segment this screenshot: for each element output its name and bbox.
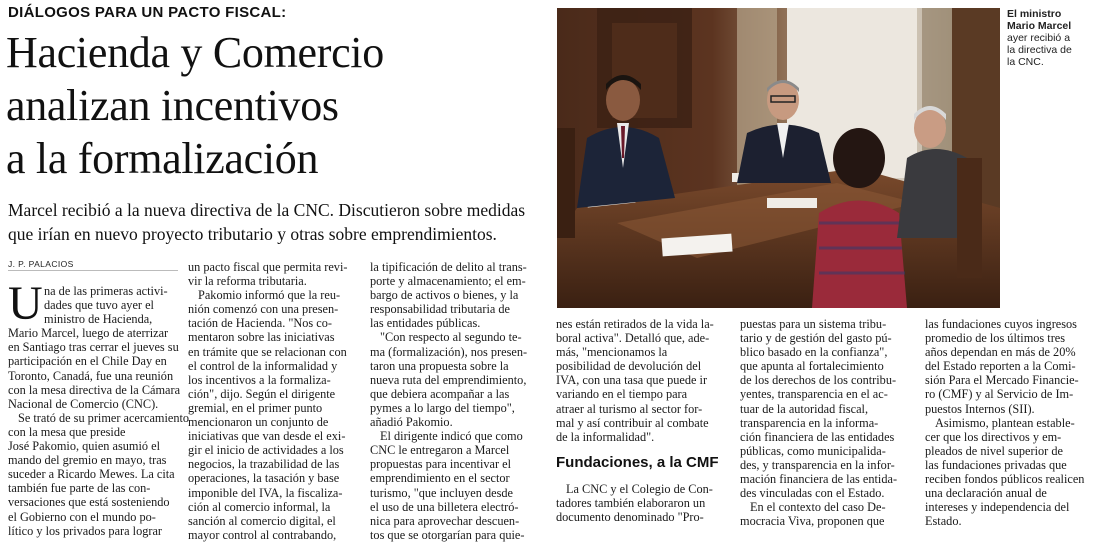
text-line: tuar de la autoridad fiscal, <box>740 401 869 416</box>
text-line: nueva ruta del emprendimiento, <box>370 372 527 387</box>
text-line: reciben fondos públicos realicen <box>925 472 1085 487</box>
text-line: documento denominado "Pro- <box>556 510 704 525</box>
text-line: En el contexto del caso De- <box>750 500 886 515</box>
text-line: mación financiera de las entida- <box>740 472 898 487</box>
deck-line: que irían en nuevo proyecto tributario y otras sobre emprendimientos. <box>8 224 497 244</box>
article-column-1 <box>8 277 190 538</box>
text-line: IVA, con una tasa que puede ir <box>556 373 708 388</box>
text-line: una declaración anual de <box>925 486 1047 501</box>
text-line: sión Para el Mercado Financie- <box>925 373 1079 388</box>
meeting-photo-illustration <box>557 8 1000 308</box>
text-line: operaciones, la tasación y base <box>188 471 340 486</box>
text-line: emprendimiento en el sector <box>370 471 510 486</box>
text-line: tación de Hacienda. "Nos co- <box>188 316 332 331</box>
meeting-photo <box>557 8 1000 308</box>
text-line: Nacional de Comercio (CNC). <box>8 396 159 411</box>
text-line: tario y de gestión del gasto pú- <box>740 331 892 346</box>
dropcap-block <box>8 277 183 330</box>
headline-line: a la formalización <box>6 134 319 183</box>
text-line: CNC le entregaron a Marcel <box>370 443 510 458</box>
text-line: lítico y los privados para lograr <box>8 523 163 538</box>
text-line: boral activa". Detalló que, ade- <box>556 331 710 346</box>
caption-line: la CNC. <box>1007 56 1044 68</box>
text-line: de la informalidad". <box>556 429 655 444</box>
text-line: Asimismo, plantean estable- <box>935 415 1075 430</box>
text-line: nes están retirados de la vida la- <box>556 317 714 331</box>
text-line: ción al comercio informal, la <box>188 499 331 514</box>
text-line: los incentivos a la formaliza- <box>188 372 331 387</box>
text-line: pymes a lo largo del tiempo", <box>370 400 515 415</box>
text-line: con la mesa que preside <box>8 424 126 439</box>
text-line: participación en el Chile Day en <box>8 354 167 369</box>
text-line: ción", dijo. Según el dirigente <box>188 386 336 401</box>
text-line: turismo, "que incluyen desde <box>370 485 513 500</box>
text-line: versaciones que está sosteniendo <box>8 495 170 510</box>
text-line: con la mesa directiva de la Cámara <box>8 382 181 397</box>
text-line: mal y así contribuir al combate <box>556 415 709 430</box>
text-line: nica para aprovechar descuen- <box>370 513 520 528</box>
text-line: del Estado reporten a la Comi- <box>925 359 1076 374</box>
text-line: sanción al comercio digital, el <box>188 513 336 528</box>
text-line: gremial, en el primer punto <box>188 400 323 415</box>
text-line: porte y almacenamiento; el em- <box>370 274 526 289</box>
text-line: El dirigente indicó que como <box>380 429 523 444</box>
text-line: bargo de activos o bienes, y la <box>370 288 519 303</box>
text-line: propuestas para incentivar el <box>370 457 512 472</box>
text-line: también fue parte de las con- <box>8 481 151 496</box>
text-line: el uso de una billetera electró- <box>370 499 519 514</box>
article-column-4 <box>556 317 732 524</box>
text-line: públicas, como municipalida- <box>740 443 886 458</box>
text-line: posibilidad de devolución del <box>556 359 702 374</box>
section-subhead: Fundaciones, a la CMF <box>556 453 719 471</box>
text-line: la tipificación de delito al trans- <box>370 260 527 274</box>
text-line: cer que los directivos y em- <box>925 429 1062 444</box>
text-line: que apunta al fortalecimiento <box>740 359 884 374</box>
text-line: La CNC y el Colegio de Con- <box>566 481 713 496</box>
text-line: el control de la informalidad y <box>188 358 338 373</box>
text-line: des, y transparencia en la infor- <box>740 457 895 472</box>
text-line: mayor control al contrabando, <box>188 527 337 542</box>
text-line: "Con respecto al segundo te- <box>380 330 522 345</box>
text-line: las fundaciones privadas que <box>925 457 1067 472</box>
text-line: tos que se otorgarían para quie- <box>370 527 525 542</box>
text-line: que debiera acompañar a las <box>370 386 510 401</box>
text-line: intereses y independencia del <box>925 500 1070 515</box>
kicker: DIÁLOGOS PARA UN PACTO FISCAL: <box>8 4 287 21</box>
text-line: blico basado en la confianza", <box>740 345 888 360</box>
article-column-6 <box>925 317 1097 528</box>
text-line: un pacto fiscal que permita revi- <box>188 260 348 274</box>
text-line: nión comenzó con una presen- <box>188 302 339 317</box>
text-line: transparencia en la informa- <box>740 415 879 430</box>
text-line: añadió Pakomio. <box>370 415 453 430</box>
text-line: atraer al turismo al sector for- <box>556 401 703 416</box>
caption-bold: El ministro <box>1007 8 1062 20</box>
text-line: mencionaron un conjunto de <box>188 415 329 430</box>
text-line: gir el inicio de actividades a los <box>188 443 344 458</box>
text-line: más, "mencionamos la <box>556 345 668 360</box>
text-line: na de las primeras activi- <box>44 284 168 298</box>
byline-divider <box>8 270 178 271</box>
text-line: dades que tuvo ayer el <box>44 298 154 313</box>
text-line: ción financiera de las entidades <box>740 429 895 444</box>
headline-line: analizan incentivos <box>6 81 339 130</box>
text-line: Mario Marcel, luego de aterrizar <box>8 326 169 341</box>
photo-caption <box>1007 8 1097 68</box>
text-line: imponible del IVA, la fiscaliza- <box>188 485 343 500</box>
text-line: pleados de nivel superior de <box>925 443 1063 458</box>
text-line: puestas para un sistema tribu- <box>740 317 887 331</box>
text-line: mocracia Viva, proponen que <box>740 514 885 529</box>
text-line: ministro de Hacienda, <box>44 312 153 327</box>
text-line: las fundaciones cuyos ingresos <box>925 317 1077 331</box>
caption-line: la directiva de <box>1007 44 1072 56</box>
text-line: Se trató de su primer acercamiento <box>18 410 190 425</box>
dropcap: U <box>8 277 43 330</box>
text-line: Pakomio informó que la reu- <box>198 288 341 303</box>
deck-line: Marcel recibió a la nueva directiva de la CNC. Discutieron sobre medidas <box>8 200 526 220</box>
caption-bold: Mario Marcel <box>1007 20 1072 32</box>
byline: J. P. PALACIOS <box>8 259 74 269</box>
text-line: ro (CMF) y al Servicio de Im- <box>925 387 1074 402</box>
text-line: vir la reforma tributaria. <box>188 274 307 289</box>
text-line: tadores también elaboraron un <box>556 495 706 510</box>
headline-line: Hacienda y Comercio <box>6 28 384 77</box>
text-line: puestos Internos (SII). <box>925 401 1035 416</box>
text-line: Toronto, Canadá, fue una reunión <box>8 368 174 383</box>
text-line: yentes, transparencia en el ac- <box>740 387 888 402</box>
text-line: iniciativas que van desde el exi- <box>188 429 346 444</box>
text-line: negocios, la trazabilidad de las <box>188 457 340 472</box>
text-line: variando en el tiempo para <box>556 387 688 402</box>
text-line: años dependan en más de 20% <box>925 345 1076 360</box>
text-line: suceder a Ricardo Mewes. La cita <box>8 467 175 482</box>
article-column-2 <box>188 260 363 542</box>
article-column-5 <box>740 317 918 528</box>
deck-subtitle <box>8 198 548 246</box>
text-line: responsabilidad tributaria de <box>370 302 511 317</box>
text-line: mando del gremio en mayo, tras <box>8 453 167 468</box>
text-line: promedio de los últimos tres <box>925 331 1066 346</box>
text-line: José Pakomio, quien asumió el <box>8 439 160 454</box>
headline <box>6 26 546 185</box>
text-line: de los derechos de los contribu- <box>740 373 897 388</box>
text-line: taron una propuesta sobre la <box>370 358 509 373</box>
text-line: en Santiago tras cerrar el jueves su <box>8 340 179 355</box>
text-line: en trámite que se relacionan con <box>188 344 347 359</box>
text-line: las entidades públicas. <box>370 316 481 331</box>
caption-line: ayer recibió a <box>1007 32 1071 44</box>
text-line: Estado. <box>925 514 962 529</box>
text-line: el Gobierno con el mundo po- <box>8 509 156 524</box>
article-column-3 <box>370 260 548 542</box>
text-line: des vinculadas con el Estado. <box>740 486 885 501</box>
text-line: mentaron sobre las iniciativas <box>188 330 335 345</box>
text-line: ma (formalización), nos presen- <box>370 344 528 359</box>
